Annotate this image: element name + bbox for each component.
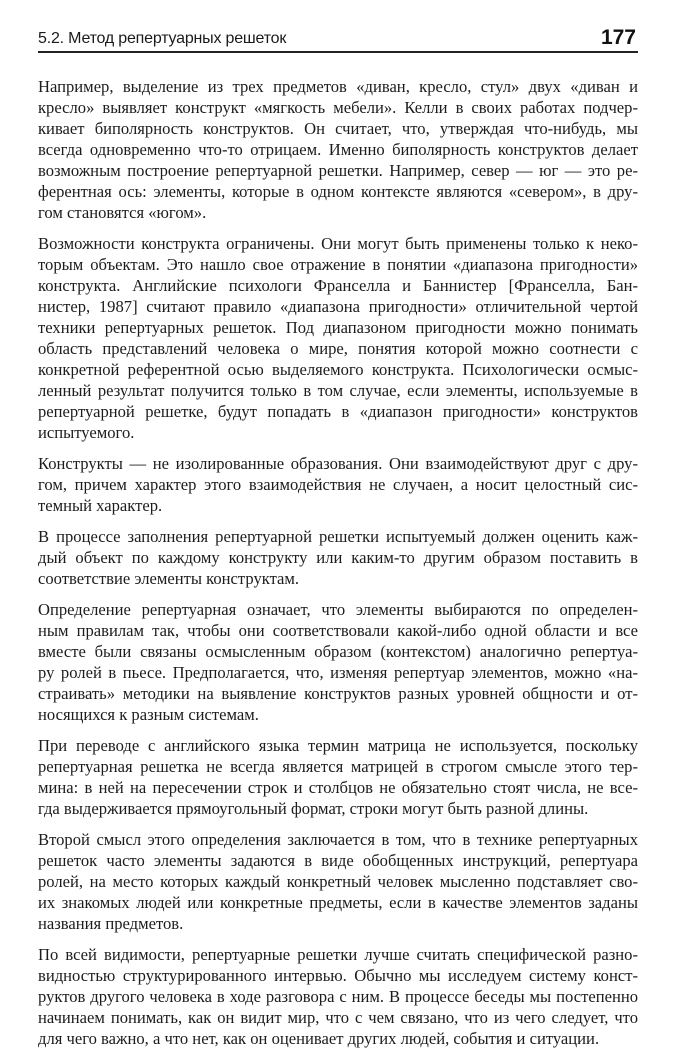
text-line: ферентная ось: элементы, которые в одном контексте являются «севером», в дру- [38,182,638,201]
text-line: для чего важно, а что нет, как он оценивает других людей, события и ситуации. [38,1029,600,1048]
text-line: дый объект по каждому конструкту или каким-то другим образом поставить в [38,548,638,567]
text-line: Определение репертуарная означает, что элементы выбираются по определен- [38,600,638,619]
paragraph [38,453,638,516]
text-line: мина: в ней на пересечении строк и столбцов не обязательно стоят числа, не все- [38,778,638,797]
text-line: Например, выделение из трех предметов «диван, кресло, стул» двух «диван и [38,77,638,96]
text-line: испытуемого. [38,423,135,442]
text-line: решеток часто элементы задаются в виде обобщенных инструкций, репертуара [38,851,638,870]
text-line: Конструкты — не изолированные образования. Они взаимодействуют друг с дру- [38,454,638,473]
text-line: страивать» методики на выявление конструктов разных уровней общности и от- [38,684,638,703]
body-text [38,76,638,1059]
text-line: нистер, 1987] считают правило «диапазона пригодности» отличительной чертой [38,297,638,316]
text-line: кресло» выявляет конструкт «мягкость мебели». Келли в своих работах подчер- [38,98,638,117]
text-line: темный характер. [38,496,163,515]
text-line: кивает биполярность конструктов. Он считает, что, утверждая что-нибудь, мы [38,119,638,138]
text-line: Возможности конструкта ограничены. Они могут быть применены только к неко- [38,234,638,253]
text-line: гом становятся «югом». [38,203,207,222]
text-line: Второй смысл этого определения заключается в том, что в технике репертуарных [38,830,638,849]
paragraph [38,829,638,934]
text-line: соответствие элементы конструктам. [38,569,300,588]
page-header [38,26,638,56]
running-head: 5.2. Метод репертуарных решеток [38,30,287,47]
text-line: гом, причем характер этого взаимодействия не случаен, а носит целостный сис- [38,475,638,494]
text-line: всегда одновременно что-то отрицаем. Именно биполярность конструктов делает [38,140,638,159]
paragraph [38,944,638,1049]
text-line: ным правилам так, чтобы они соответствовали какой-либо одной области и все [38,621,638,640]
paragraph [38,526,638,589]
text-line: репертуарная решетка не всегда является матрицей в строгом смысле этого тер- [38,757,638,776]
text-line: При переводе с английского языка термин матрица не используется, поскольку [38,736,638,755]
text-line: ру ролей в пьесе. Предполагается, что, изменяя репертуар элементов, можно «на- [38,663,638,682]
text-line: ленный результат получится только в том случае, если элементы, используемые в [38,381,638,400]
text-line: область представлений человека о мире, понятия которой можно соотнести с [38,339,638,358]
paragraph [38,735,638,819]
text-line: их знакомых людей или конкретные предметы, если в качестве элементов заданы [38,893,638,912]
text-line: носящихся к разным системам. [38,705,259,724]
paragraph [38,76,638,223]
text-line: В процессе заполнения репертуарной решетки испытуемый должен оценить каж- [38,527,638,546]
paragraph [38,233,638,443]
text-line: техники репертуарных решеток. Под диапазоном пригодности можно понимать [38,318,638,337]
text-line: репертуарной решетке, будут попадать в «диапазон пригодности» конструктов [38,402,638,421]
page-number: 177 [600,26,636,49]
text-line: вместе были связаны осмысленным образом (контекстом) аналогично репертуа- [38,642,638,661]
text-line: По всей видимости, репертуарные решетки лучше считать специфической разно- [38,945,638,964]
text-line: ролей, на место которых каждый конкретный человек мысленно подставляет сво- [38,872,638,891]
header-rule [38,51,638,53]
text-line: видностью структурированного интервью. Обычно мы исследуем систему конст- [38,966,638,985]
paragraph [38,599,638,725]
text-line: руктов другого человека в ходе разговора с ним. В процессе беседы мы постепенно [38,987,638,1006]
text-line: возможным построение репертуарной решетки. Например, север — юг — это ре- [38,161,638,180]
text-line: гда выдерживается прямоугольный формат, строки могут быть разной длины. [38,799,589,818]
text-line: торым объектам. Это нашло свое отражение в понятии «диапазона пригодности» [38,255,638,274]
text-line: названия предметов. [38,914,184,933]
text-line: начинаем понимать, как он видит мир, что с чем связано, что из чего следует, что [38,1008,638,1027]
text-line: конкретной референтной осью выделяемого конструкта. Психологически осмыс- [38,360,638,379]
text-line: конструкта. Английские психологи Франселла и Баннистер [Франселла, Бан- [38,276,638,295]
